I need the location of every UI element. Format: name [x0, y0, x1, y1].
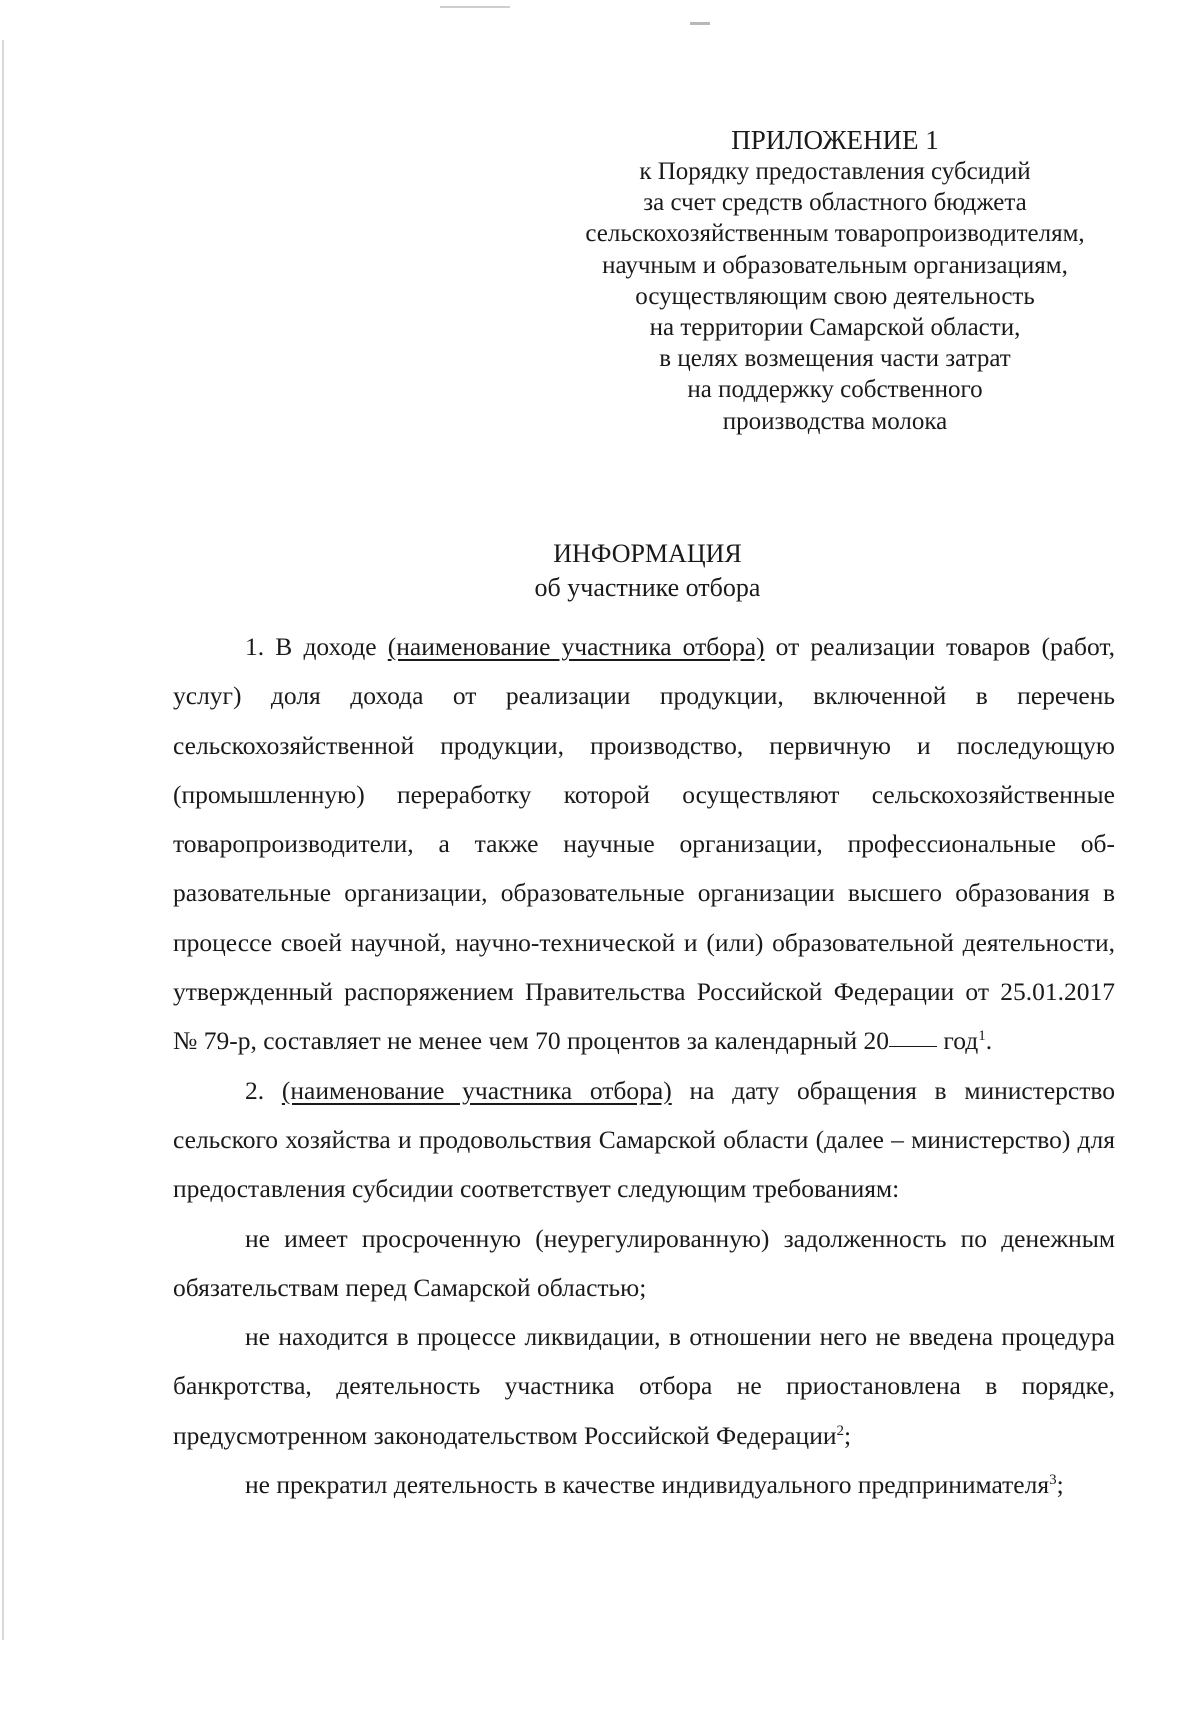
paragraph-2-text: на дату обращения в министерство сельского хозяйства и продовольствия Самарской области (далее – министерство) для предоставления субсидии соответствует следующим требованиям: — [173, 1075, 1115, 1204]
title-subtitle: об участнике отбора — [534, 573, 761, 602]
requirement-liquidation-text: не находится в процессе ликвидации, в отношении него не введена процедура банкротства, деятельность участника отбора не приостановлена в порядке, предусмотренном законодательством Российской Федерации — [173, 1322, 1115, 1450]
scan-mark-top — [440, 6, 510, 8]
appendix-line: за счет средств областного бюджета — [643, 189, 1027, 217]
appendix-line: на поддержку собственного — [687, 376, 983, 404]
footnote-ref-2: 2 — [836, 1422, 844, 1439]
participant-name-placeholder: (наименование участника отбора) — [281, 1075, 672, 1105]
document-body — [173, 622, 1115, 1509]
title-main: ИНФОРМАЦИЯ — [553, 539, 742, 568]
participant-name-placeholder: (наименование участника отбора) — [387, 632, 765, 661]
year-blank — [889, 1045, 937, 1047]
appendix-line: в целях возмещения части затрат — [659, 345, 1011, 373]
requirement-entrepreneur-tail: ; — [1056, 1470, 1064, 1500]
appendix-line: к Порядку предоставления субсидий — [639, 158, 1031, 185]
paragraph-1-start: 1. В доходе — [245, 632, 388, 661]
paragraph-1 — [173, 622, 1115, 1066]
requirement-entrepreneur-text: не прекратил деятельность в качестве индивидуального предпринимателя — [245, 1470, 1050, 1500]
paragraph-1-text: от реализации товаров (работ, услуг) доля дохода от реализации продукции, включенной в перечень сельскохозяйственной продукции, производство, первичную и последующую (промышленную) переработку которой осуществляют сельскохозяйственные товаропроизводители, а также научные организации, профессиональные образовательные организации, образовательные организации высшего образования в процессе своей научной, научно-технической и (или) образовательной деятельности, утвержденный распоряжением Правительства Российской Федерации от 25.01.2017 № 79-р, составляет не менее чем 70 процентов за календарный 20 — [173, 632, 1115, 1056]
footnote-ref-1: 1 — [978, 1028, 986, 1045]
document-title — [170, 537, 1125, 605]
paragraph-2-start: 2. — [245, 1075, 282, 1105]
appendix-line: сельскохозяйственным товаропроизводителям, — [585, 220, 1085, 248]
scan-mark-top-right — [690, 22, 710, 25]
appendix-line: осуществляющим свою деятельность — [635, 282, 1035, 310]
footnote-ref-3: 3 — [1049, 1472, 1057, 1489]
appendix-line: на территории Самарской области, — [649, 314, 1021, 342]
scan-edge-left — [2, 40, 4, 1640]
appendix-line: научным и образовательным организациям, — [602, 251, 1068, 279]
paragraph-2 — [173, 1066, 1115, 1214]
requirement-liquidation-tail: ; — [844, 1420, 852, 1450]
paragraph-1-end: год — [937, 1026, 979, 1056]
appendix-number: ПРИЛОЖЕНИЕ 1 — [731, 125, 939, 155]
appendix-line: производства молока — [722, 407, 948, 435]
requirement-debt: не имеет просроченную (неурегулированную) задолженность по денежным обязательствам перед Самарской областью; — [173, 1223, 1115, 1302]
paragraph-1-tail: . — [985, 1026, 993, 1056]
requirement-liquidation — [173, 1312, 1115, 1460]
requirement-entrepreneur — [173, 1460, 1115, 1509]
appendix-header — [545, 125, 1125, 437]
